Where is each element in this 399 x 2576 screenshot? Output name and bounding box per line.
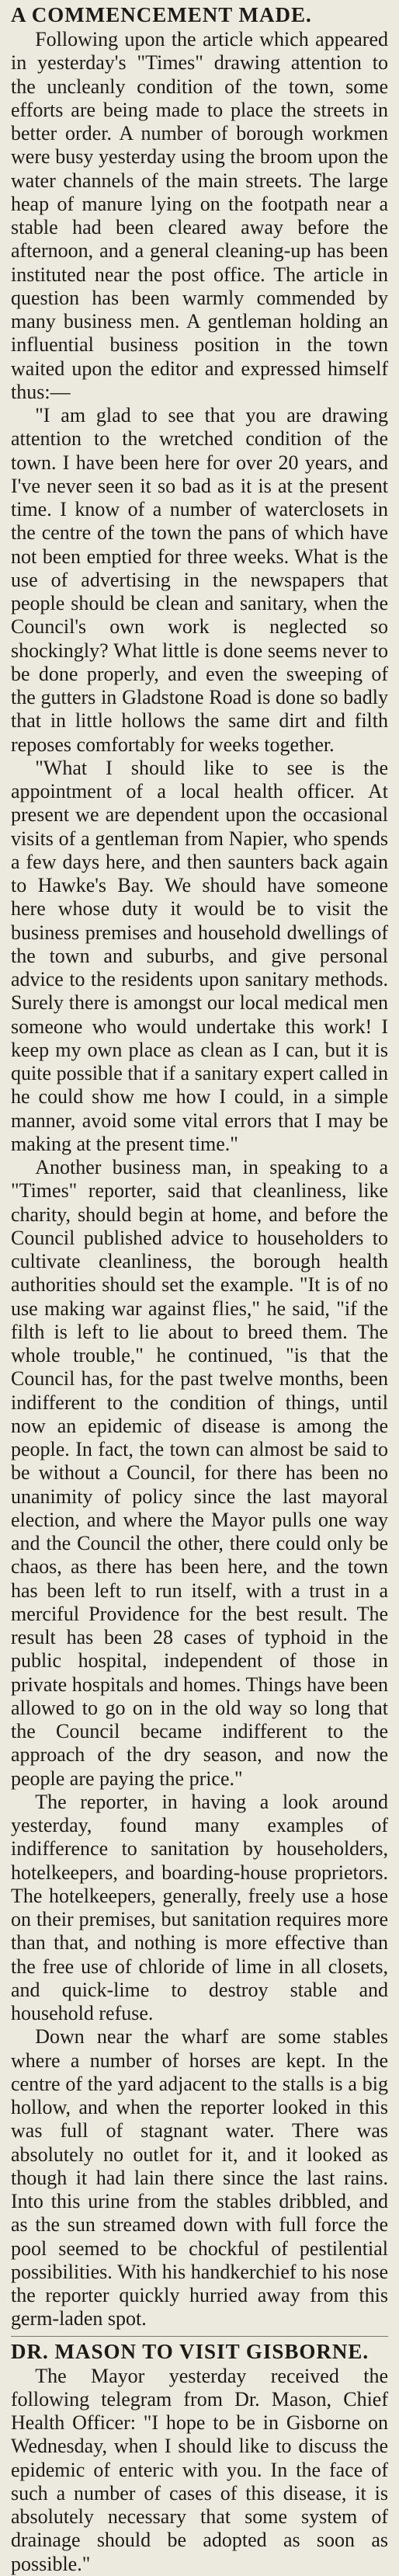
article-paragraph: Down near the wharf are some stables where a number of horses are kept. In the centre of the yard adjacent to the stalls is a big hollow, and when the reporter looked in this was full of stagnant water. There was absolutely no outlet for it, and it looked as though it had lain there since the last rains. Into this urine from the stables dribbled, and as the sun streamed down with full force the pool seemed to be chockful of pestilential possibilities. With his handkerchief to his nose the reporter quickly hurried away from this germ-laden spot. [11, 2025, 388, 2331]
article-paragraph: Following upon the article which appeared in yesterday's "Times" drawing attention to the uncleanly condition of the town, some efforts are being made to place the streets in better order. A number of borough workmen were busy yesterday using the broom upon the water channels of the main streets. The large heap of manure lying on the footpath near a stable had been cleared away before the afternoon, and a general cleaning-up has been instituted near the post office. The article in question has been warmly commended by many business men. A gentleman holding an influential business position in the town waited upon the editor and expressed himself thus:— [11, 28, 388, 403]
sidebar-article-headline: DR. MASON TO VISIT GISBORNE. [11, 2339, 370, 2363]
article-headline: A COMMENCEMENT MADE. [11, 3, 312, 26]
article-paragraph: "I am glad to see that you are drawing attention to the wretched condition of the town. I have been here for over 20 years, and I've never seen it so bad as it is at the present time. I know of a number of waterclosets in the centre of the town the pans of which have not been emptied for three weeks. What is the use of advertising in the newspapers that people should be clean and sanitary, when the Council's own work is neglected so shockingly? What little is done seems never to be done properly, and even the sweeping of the gutters in Gladstone Road is done so badly that in little hollows the same dirt and filth reposes comfortably for weeks together. [11, 404, 388, 756]
article-paragraph: Another business man, in speaking to a "Times" reporter, said that cleanliness, like charity, should begin at home, and before the Council published advice to householders to cultivate cleanliness, the borough health authorities should set the example. "It is of no use making war against flies," he said, "if the filth is left to lie about to breed them. The whole trouble," he continued, "is that the Council has, for the past twelve months, been indifferent to the condition of things, until now an epidemic of disease is among the people. In fact, the town can almost be said to be without a Council, for there has been no unanimity of policy since the last mayoral election, and where the Mayor pulls one way and the Council the other, there could only be chaos, as there has been here, and the town has been left to run itself, with a trust in a merciful Providence for the best result. The result has been 28 cases of typhoid in the public hospital, independent of those in private hospitals and homes. Things have been allowed to go on in the old way so long that the Council became indifferent to the approach of the dry season, and now the people are paying the price." [11, 1156, 388, 1790]
article-paragraph: "What I should like to see is the appointment of a local health officer. At present we are dependent upon the occasional visits of a gentleman from Napier, who spends a few days here, and then saunters back again to Hawke's Bay. We should have someone here whose duty it would be to visit the business premises and household dwellings of the town and suburbs, and give personal advice to the residents upon sanitary methods. Surely there is amongst our local medical men someone who would undertake this work! I keep my own place as clean as I can, but it is quite possible that if a sanitary expert called in he could show me how I could, in a simple manner, avoid some vital errors that I may be making at the present time." [11, 756, 388, 1155]
section-divider [11, 2336, 388, 2337]
sidebar-article-paragraph: The Mayor yesterday received the following telegram from Dr. Mason, Chief Health Officer: "I hope to be in Gisborne on Wednesday, when I should like to discuss the epidemic of enteric with you. In the face of such a number of cases of this disease, it is absolutely necessary that some system of drainage should be adopted as soon as possible." [11, 2364, 388, 2575]
article-paragraph: The reporter, in having a look around yesterday, found many examples of indifference to sanitation by householders, hotelkeepers, and boarding-house proprietors. The hotelkeepers, generally, freely use a hose on their premises, but sanitation requires more than that, and nothing is more effective than the free use of chloride of lime in all closets, and quick-lime to destroy stable and household refuse. [11, 1790, 388, 2024]
